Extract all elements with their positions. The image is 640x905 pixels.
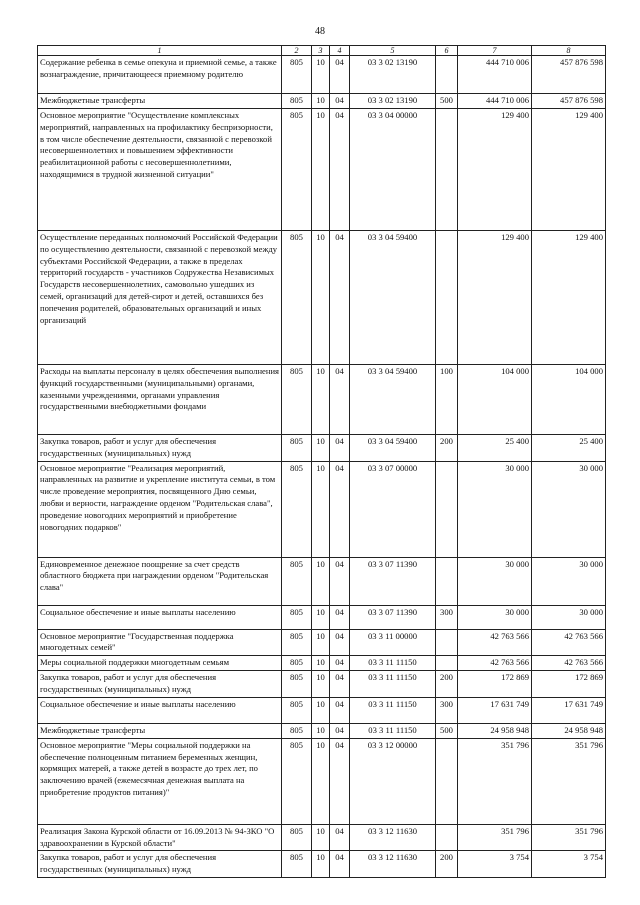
- amount-year-1: 3 754: [458, 851, 532, 878]
- subsection-code: 04: [330, 94, 350, 109]
- line-item-name: Основное мероприятие "Государственная поддержка многодетных семей": [38, 629, 282, 656]
- grbs-code: 805: [282, 723, 312, 738]
- column-number-header: 6: [436, 46, 458, 56]
- section-code: 10: [312, 656, 330, 671]
- amount-year-2: 457 876 598: [532, 56, 606, 94]
- amount-year-2: 25 400: [532, 434, 606, 461]
- target-article-code: 03 3 12 11630: [350, 824, 436, 851]
- subsection-code: 04: [330, 671, 350, 698]
- target-article-code: 03 3 11 11150: [350, 697, 436, 723]
- amount-year-1: 30 000: [458, 557, 532, 605]
- expense-type-code: 200: [436, 671, 458, 698]
- table-row: [38, 364, 606, 434]
- expense-type-code: [436, 738, 458, 824]
- amount-year-1: 129 400: [458, 108, 532, 230]
- amount-year-2: 351 796: [532, 824, 606, 851]
- grbs-code: 805: [282, 461, 312, 557]
- section-code: 10: [312, 364, 330, 434]
- target-article-code: 03 3 04 59400: [350, 230, 436, 364]
- line-item-name: Реализация Закона Курской области от 16.09.2013 № 94-ЗКО "О здравоохранении в Курской области": [38, 824, 282, 851]
- section-code: 10: [312, 56, 330, 94]
- subsection-code: 04: [330, 108, 350, 230]
- line-item-name: Закупка товаров, работ и услуг для обеспечения государственных (муниципальных) нужд: [38, 671, 282, 698]
- amount-year-1: 351 796: [458, 738, 532, 824]
- table-row: [38, 461, 606, 557]
- expense-type-code: 100: [436, 364, 458, 434]
- grbs-code: 805: [282, 629, 312, 656]
- page-number: 48: [315, 26, 325, 37]
- subsection-code: 04: [330, 656, 350, 671]
- section-code: 10: [312, 230, 330, 364]
- column-number-header: 8: [532, 46, 606, 56]
- subsection-code: 04: [330, 461, 350, 557]
- grbs-code: 805: [282, 851, 312, 878]
- table-row: [38, 656, 606, 671]
- amount-year-1: 351 796: [458, 824, 532, 851]
- target-article-code: 03 3 12 11630: [350, 851, 436, 878]
- amount-year-1: 444 710 006: [458, 56, 532, 94]
- line-item-name: Основное мероприятие "Реализация мероприятий, направленных на развитие и укрепление института семьи, в том числе проведение мероприятия, посвященного Дню семьи, любви и верности, награждение орденом "Родительская слава", проведение новогодних мероприятий и приобретение новогодних подарков": [38, 461, 282, 557]
- table-row: [38, 851, 606, 878]
- target-article-code: 03 3 04 59400: [350, 364, 436, 434]
- amount-year-1: 30 000: [458, 605, 532, 629]
- amount-year-2: 172 869: [532, 671, 606, 698]
- line-item-name: Содержание ребенка в семье опекуна и приемной семье, а также вознаграждение, причитающееся приемному родителю: [38, 56, 282, 94]
- table-row: [38, 738, 606, 824]
- subsection-code: 04: [330, 557, 350, 605]
- grbs-code: 805: [282, 557, 312, 605]
- column-number-header: 7: [458, 46, 532, 56]
- expense-type-code: 200: [436, 434, 458, 461]
- target-article-code: 03 3 07 11390: [350, 557, 436, 605]
- table-row: [38, 605, 606, 629]
- amount-year-1: 444 710 006: [458, 94, 532, 109]
- table-body: [38, 56, 606, 878]
- expense-type-code: [436, 108, 458, 230]
- line-item-name: Основное мероприятие "Меры социальной поддержки на обеспечение полноценным питанием беременных женщин, кормящих матерей, а также детей в возрасте до трех лет, по заключению врачей (ежемесячная денежная выплата на приобретение продуктов питания)": [38, 738, 282, 824]
- expense-type-code: [436, 629, 458, 656]
- amount-year-1: 42 763 566: [458, 629, 532, 656]
- section-code: 10: [312, 605, 330, 629]
- amount-year-2: 3 754: [532, 851, 606, 878]
- line-item-name: Меры социальной поддержки многодетным семьям: [38, 656, 282, 671]
- section-code: 10: [312, 697, 330, 723]
- section-code: 10: [312, 629, 330, 656]
- section-code: 10: [312, 851, 330, 878]
- amount-year-2: 42 763 566: [532, 656, 606, 671]
- amount-year-2: 30 000: [532, 461, 606, 557]
- subsection-code: 04: [330, 434, 350, 461]
- target-article-code: 03 3 02 13190: [350, 56, 436, 94]
- subsection-code: 04: [330, 364, 350, 434]
- amount-year-1: 42 763 566: [458, 656, 532, 671]
- section-code: 10: [312, 738, 330, 824]
- target-article-code: 03 3 11 11150: [350, 723, 436, 738]
- amount-year-2: 457 876 598: [532, 94, 606, 109]
- line-item-name: Межбюджетные трансферты: [38, 723, 282, 738]
- grbs-code: 805: [282, 697, 312, 723]
- amount-year-2: 30 000: [532, 605, 606, 629]
- grbs-code: 805: [282, 108, 312, 230]
- grbs-code: 805: [282, 824, 312, 851]
- table-row: [38, 56, 606, 94]
- section-code: 10: [312, 434, 330, 461]
- amount-year-2: 24 958 948: [532, 723, 606, 738]
- target-article-code: 03 3 11 00000: [350, 629, 436, 656]
- expense-type-code: 300: [436, 697, 458, 723]
- grbs-code: 805: [282, 738, 312, 824]
- amount-year-1: 30 000: [458, 461, 532, 557]
- expense-type-code: 500: [436, 723, 458, 738]
- section-code: 10: [312, 824, 330, 851]
- amount-year-1: 17 631 749: [458, 697, 532, 723]
- grbs-code: 805: [282, 605, 312, 629]
- expense-type-code: [436, 557, 458, 605]
- line-item-name: Социальное обеспечение и иные выплаты населению: [38, 697, 282, 723]
- line-item-name: Межбюджетные трансферты: [38, 94, 282, 109]
- subsection-code: 04: [330, 723, 350, 738]
- line-item-name: Расходы на выплаты персоналу в целях обеспечения выполнения функций государственными (муниципальными) органами, казенными учреждениями, органами управления государственными внебюджетными фондами: [38, 364, 282, 434]
- expense-type-code: 500: [436, 94, 458, 109]
- column-number-header: 3: [312, 46, 330, 56]
- grbs-code: 805: [282, 671, 312, 698]
- subsection-code: 04: [330, 697, 350, 723]
- target-article-code: 03 3 07 11390: [350, 605, 436, 629]
- expense-type-code: [436, 230, 458, 364]
- grbs-code: 805: [282, 230, 312, 364]
- target-article-code: 03 3 02 13190: [350, 94, 436, 109]
- target-article-code: 03 3 04 00000: [350, 108, 436, 230]
- subsection-code: 04: [330, 824, 350, 851]
- column-number-row: [38, 46, 606, 56]
- subsection-code: 04: [330, 629, 350, 656]
- section-code: 10: [312, 108, 330, 230]
- line-item-name: Основное мероприятие "Осуществление комплексных мероприятий, направленных на профилактику беспризорности, в том числе обеспечение деятельности, связанной с перевозкой несовершеннолетних и повышением эффективности реабилитационной работы с несовершеннолетними, находящимися в трудной жизненной ситуации": [38, 108, 282, 230]
- section-code: 10: [312, 461, 330, 557]
- budget-table: [37, 45, 606, 878]
- amount-year-2: 129 400: [532, 230, 606, 364]
- table-row: [38, 629, 606, 656]
- amount-year-1: 25 400: [458, 434, 532, 461]
- column-number-header: 4: [330, 46, 350, 56]
- grbs-code: 805: [282, 656, 312, 671]
- subsection-code: 04: [330, 230, 350, 364]
- line-item-name: Социальное обеспечение и иные выплаты населению: [38, 605, 282, 629]
- section-code: 10: [312, 671, 330, 698]
- expense-type-code: [436, 461, 458, 557]
- grbs-code: 805: [282, 364, 312, 434]
- column-number-header: 2: [282, 46, 312, 56]
- table-row: [38, 434, 606, 461]
- amount-year-2: 129 400: [532, 108, 606, 230]
- line-item-name: Закупка товаров, работ и услуг для обеспечения государственных (муниципальных) нужд: [38, 851, 282, 878]
- section-code: 10: [312, 557, 330, 605]
- amount-year-1: 129 400: [458, 230, 532, 364]
- table-row: [38, 557, 606, 605]
- table-row: [38, 723, 606, 738]
- amount-year-2: 30 000: [532, 557, 606, 605]
- grbs-code: 805: [282, 94, 312, 109]
- amount-year-2: 17 631 749: [532, 697, 606, 723]
- section-code: 10: [312, 94, 330, 109]
- expense-type-code: [436, 56, 458, 94]
- column-number-header: 1: [38, 46, 282, 56]
- target-article-code: 03 3 11 11150: [350, 671, 436, 698]
- expense-type-code: [436, 824, 458, 851]
- table-row: [38, 108, 606, 230]
- amount-year-1: 24 958 948: [458, 723, 532, 738]
- line-item-name: Единовременное денежное поощрение за счет средств областного бюджета при награждении орденом "Родительская слава": [38, 557, 282, 605]
- expense-type-code: 200: [436, 851, 458, 878]
- grbs-code: 805: [282, 434, 312, 461]
- table-row: [38, 824, 606, 851]
- expense-type-code: [436, 656, 458, 671]
- amount-year-1: 172 869: [458, 671, 532, 698]
- subsection-code: 04: [330, 738, 350, 824]
- line-item-name: Закупка товаров, работ и услуг для обеспечения государственных (муниципальных) нужд: [38, 434, 282, 461]
- table-row: [38, 671, 606, 698]
- table-row: [38, 697, 606, 723]
- amount-year-2: 351 796: [532, 738, 606, 824]
- amount-year-2: 104 000: [532, 364, 606, 434]
- subsection-code: 04: [330, 851, 350, 878]
- expense-type-code: 300: [436, 605, 458, 629]
- table-row: [38, 230, 606, 364]
- line-item-name: Осуществление переданных полномочий Российской Федерации по осуществлению деятельности, связанной с перевозкой между субъектами Российской Федерации, а также в пределах территорий государств - участников Содружества Независимых Государств несовершеннолетних, самовольно ушедших из семей, организаций для детей-сирот и детей, оставшихся без попечения родителей, образовательных организаций и иных организаций: [38, 230, 282, 364]
- table-row: [38, 94, 606, 109]
- amount-year-1: 104 000: [458, 364, 532, 434]
- section-code: 10: [312, 723, 330, 738]
- subsection-code: 04: [330, 605, 350, 629]
- target-article-code: 03 3 12 00000: [350, 738, 436, 824]
- grbs-code: 805: [282, 56, 312, 94]
- target-article-code: 03 3 04 59400: [350, 434, 436, 461]
- amount-year-2: 42 763 566: [532, 629, 606, 656]
- subsection-code: 04: [330, 56, 350, 94]
- target-article-code: 03 3 11 11150: [350, 656, 436, 671]
- target-article-code: 03 3 07 00000: [350, 461, 436, 557]
- column-number-header: 5: [350, 46, 436, 56]
